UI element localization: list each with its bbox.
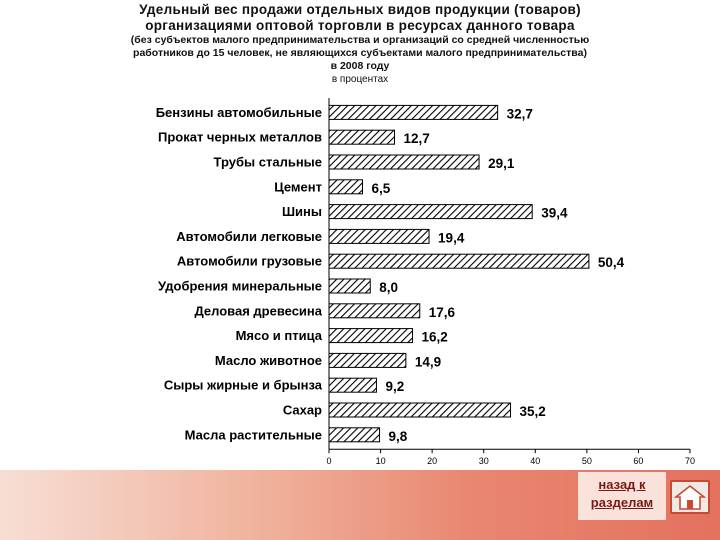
- value-label: 39,4: [541, 205, 568, 221]
- category-label: Бензины автомобильные: [155, 104, 322, 120]
- category-label: Сахар: [282, 402, 322, 418]
- x-tick-label: 10: [375, 456, 386, 467]
- home-icon: [672, 482, 708, 512]
- x-tick-label: 40: [530, 456, 541, 467]
- x-tick-label: 0: [326, 456, 332, 467]
- bar: [329, 155, 479, 169]
- category-label: Прокат черных металлов: [157, 129, 322, 145]
- x-axis: [326, 449, 695, 466]
- bar: [329, 130, 394, 144]
- bar: [329, 378, 376, 392]
- category-label: Удобрения минеральные: [158, 278, 322, 294]
- value-label: 9,8: [388, 428, 408, 444]
- x-tick-label: 70: [684, 456, 696, 467]
- bar: [329, 304, 420, 318]
- category-label: Масла растительные: [184, 427, 322, 443]
- back-to-sections-link[interactable]: [578, 476, 666, 512]
- category-label: Автомобили грузовые: [176, 253, 322, 269]
- category-label: Сыры жирные и брынза: [163, 377, 322, 393]
- value-label: 29,1: [488, 156, 515, 171]
- chart-title-line-1: Удельный вес продажи отдельных видов продукции (товаров): [139, 2, 581, 17]
- chart-subtitle-line-1: (без субъектов малого предпринимательства и организаций со средней численностью: [130, 34, 590, 46]
- chart-year: в 2008 году: [330, 60, 390, 72]
- value-label: 32,7: [506, 106, 533, 122]
- value-label: 50,4: [597, 255, 625, 271]
- value-label: 17,6: [428, 304, 456, 320]
- x-tick-label: 50: [581, 456, 592, 467]
- chart-unit: в процентах: [331, 74, 389, 85]
- bar: [329, 403, 511, 417]
- bar: [329, 353, 406, 367]
- bar: [329, 105, 498, 119]
- value-label: 14,9: [414, 354, 442, 370]
- category-label: Масло животное: [214, 352, 322, 368]
- chart-title-line-2: организациями оптовой торговли в ресурсах данного товара: [145, 18, 575, 33]
- category-label: Цемент: [274, 179, 322, 195]
- chart-subtitle-line-2: работников до 15 человек, не являющихся субъектами малого предпринимательства): [133, 47, 587, 59]
- value-label: 6,5: [371, 180, 391, 196]
- category-label: Трубы стальные: [213, 154, 322, 170]
- bar: [329, 180, 363, 194]
- value-label: 35,2: [519, 404, 546, 419]
- bar: [329, 254, 589, 268]
- value-label: 9,2: [385, 379, 405, 395]
- bars-layer: [156, 98, 625, 449]
- value-label: 19,4: [438, 230, 465, 246]
- x-tick-label: 30: [478, 456, 489, 467]
- back-link-line-1[interactable]: назад к: [598, 477, 646, 492]
- bar: [329, 329, 413, 343]
- x-tick-label: 20: [427, 456, 438, 467]
- home-button[interactable]: [670, 480, 710, 514]
- category-label: Автомобили легковые: [176, 228, 322, 244]
- bar: [329, 229, 429, 243]
- x-tick-label: 60: [633, 456, 644, 467]
- back-link-line-2[interactable]: разделам: [590, 495, 654, 510]
- value-label: 8,0: [379, 280, 399, 295]
- category-label: Шины: [281, 204, 322, 220]
- bar: [329, 205, 532, 219]
- bar: [329, 279, 370, 293]
- category-label: Деловая древесина: [194, 303, 322, 319]
- value-label: 16,2: [421, 329, 448, 345]
- category-label: Мясо и птица: [235, 328, 322, 344]
- bar: [329, 428, 380, 442]
- value-label: 12,7: [403, 131, 430, 147]
